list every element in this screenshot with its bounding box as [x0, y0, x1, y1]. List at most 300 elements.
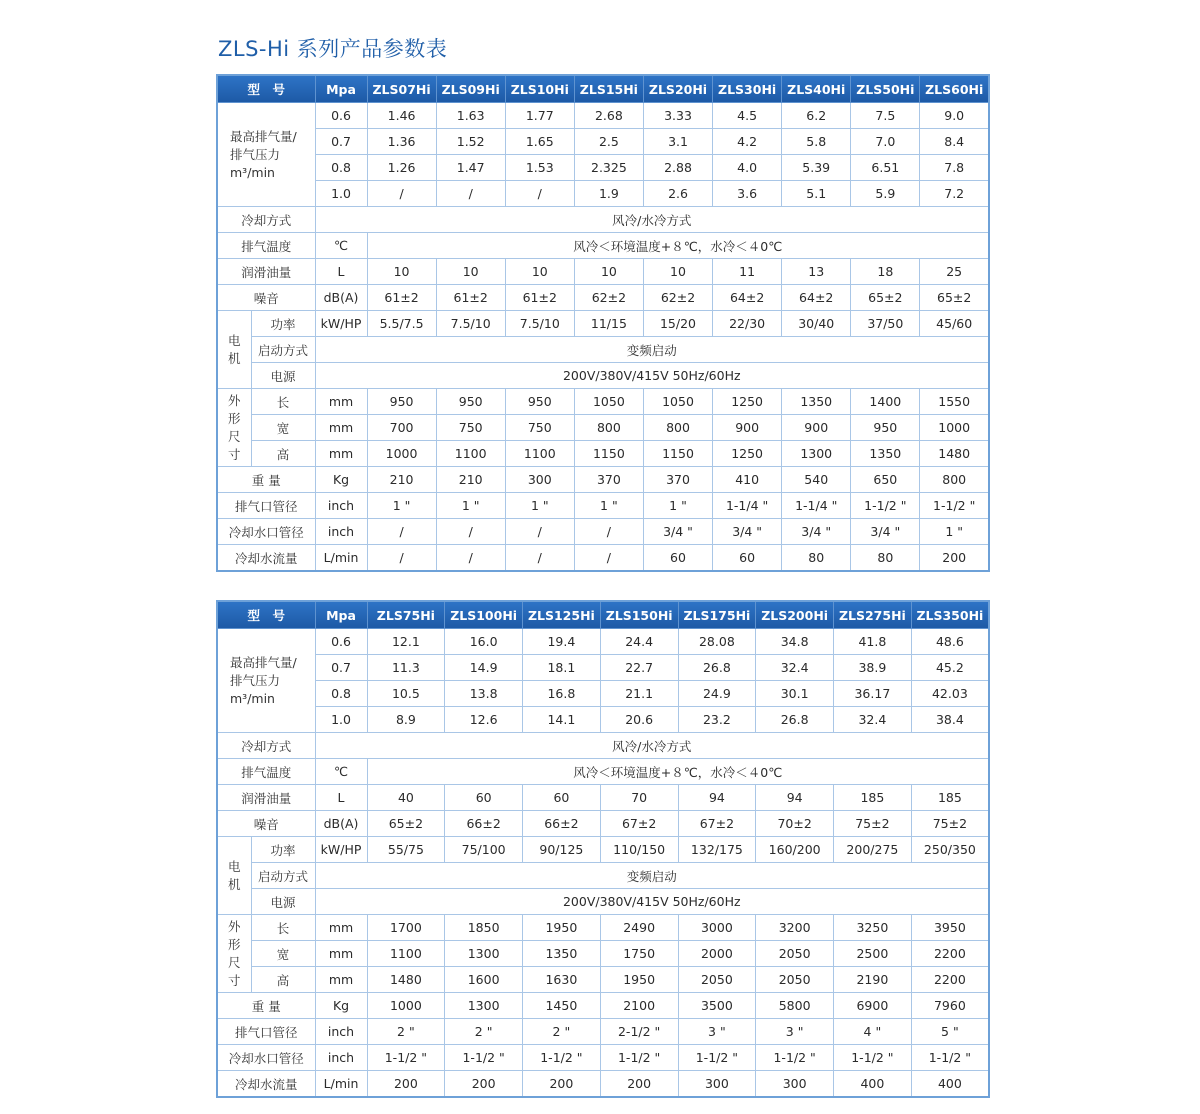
header-row	[217, 75, 989, 103]
water-pipe-unit: inch	[315, 519, 367, 545]
mpa-header: Mpa	[315, 75, 367, 103]
power-value: 15/20	[643, 311, 712, 337]
length-row	[217, 915, 989, 941]
flow-value: 14.9	[445, 655, 523, 681]
length-value: 1850	[445, 915, 523, 941]
noise-value: 61±2	[367, 285, 436, 311]
weight-label: 重 量	[217, 993, 315, 1019]
water-pipe-row	[217, 1045, 989, 1071]
flow-value: 5.39	[782, 155, 851, 181]
flow-value: 12.1	[367, 629, 445, 655]
outlet-value: 1-1/2 "	[920, 493, 989, 519]
flow-value: 1.47	[436, 155, 505, 181]
flow-row	[217, 707, 989, 733]
water-pipe-value: 1 "	[920, 519, 989, 545]
oil-label: 润滑油量	[217, 785, 315, 811]
flow-value: 2.6	[643, 181, 712, 207]
flow-value: 22.7	[600, 655, 678, 681]
motor-label: 电 机	[217, 311, 251, 389]
power-row	[217, 837, 989, 863]
model-name: ZLS07Hi	[367, 75, 436, 103]
power-value: 75/100	[445, 837, 523, 863]
flow-value: 34.8	[756, 629, 834, 655]
weight-value: 2100	[600, 993, 678, 1019]
temp-unit: ℃	[315, 233, 367, 259]
flow-value: 8.9	[367, 707, 445, 733]
water-flow-value: 80	[851, 545, 920, 572]
outlet-value: 2 "	[367, 1019, 445, 1045]
height-value: 1150	[643, 441, 712, 467]
oil-value: 70	[600, 785, 678, 811]
pressure-value: 0.8	[315, 681, 367, 707]
supply-label: 电源	[251, 363, 315, 389]
noise-value: 65±2	[367, 811, 445, 837]
flow-value: 16.0	[445, 629, 523, 655]
flow-value: 2.5	[574, 129, 643, 155]
weight-value: 5800	[756, 993, 834, 1019]
pressure-value: 1.0	[315, 707, 367, 733]
height-value: 1300	[782, 441, 851, 467]
width-row	[217, 941, 989, 967]
water-pipe-value: 1-1/2 "	[911, 1045, 989, 1071]
width-value: 750	[436, 415, 505, 441]
exhaust-temp-row	[217, 233, 989, 259]
water-pipe-value: 3/4 "	[713, 519, 782, 545]
model-header: 型 号	[217, 601, 315, 629]
height-value: 1150	[574, 441, 643, 467]
oil-value: 94	[756, 785, 834, 811]
length-value: 1350	[782, 389, 851, 415]
height-value: 1630	[523, 967, 601, 993]
noise-value: 65±2	[920, 285, 989, 311]
flow-value: 3.33	[643, 103, 712, 129]
flow-value: 1.65	[505, 129, 574, 155]
water-pipe-value: 3/4 "	[782, 519, 851, 545]
height-value: 1000	[367, 441, 436, 467]
pressure-value: 0.7	[315, 129, 367, 155]
width-unit: mm	[315, 415, 367, 441]
model-header: 型 号	[217, 75, 315, 103]
flow-value: 2.68	[574, 103, 643, 129]
weight-value: 6900	[834, 993, 912, 1019]
height-value: 2050	[678, 967, 756, 993]
flow-row	[217, 655, 989, 681]
model-name: ZLS350Hi	[911, 601, 989, 629]
noise-row	[217, 811, 989, 837]
outlet-value: 3 "	[678, 1019, 756, 1045]
width-value: 2050	[756, 941, 834, 967]
height-label: 高	[251, 967, 315, 993]
oil-unit: L	[315, 259, 367, 285]
power-value: 5.5/7.5	[367, 311, 436, 337]
model-name: ZLS200Hi	[756, 601, 834, 629]
flow-value: 45.2	[911, 655, 989, 681]
flow-label-line: 最高排气量/	[230, 654, 297, 670]
noise-value: 75±2	[911, 811, 989, 837]
outlet-label: 排气口管径	[217, 493, 315, 519]
water-flow-label: 冷却水流量	[217, 1071, 315, 1098]
outlet-value: 4 "	[834, 1019, 912, 1045]
outlet-value: 3 "	[756, 1019, 834, 1045]
oil-value: 25	[920, 259, 989, 285]
height-row	[217, 967, 989, 993]
flow-value: 4.5	[713, 103, 782, 129]
flow-value: 21.1	[600, 681, 678, 707]
weight-value: 1000	[367, 993, 445, 1019]
length-unit: mm	[315, 915, 367, 941]
oil-unit: L	[315, 785, 367, 811]
height-value: 1480	[367, 967, 445, 993]
length-value: 3200	[756, 915, 834, 941]
height-value: 1480	[920, 441, 989, 467]
water-pipe-row	[217, 519, 989, 545]
dims-label: 外 形 尺 寸	[217, 389, 251, 467]
width-label: 宽	[251, 941, 315, 967]
water-pipe-value: 1-1/2 "	[445, 1045, 523, 1071]
water-pipe-value: /	[367, 519, 436, 545]
flow-value: 32.4	[834, 707, 912, 733]
water-flow-value: /	[505, 545, 574, 572]
outlet-value: 1-1/4 "	[782, 493, 851, 519]
noise-value: 65±2	[851, 285, 920, 311]
water-pipe-value: 1-1/2 "	[523, 1045, 601, 1071]
oil-value: 185	[911, 785, 989, 811]
water-pipe-value: /	[574, 519, 643, 545]
flow-value: 1.77	[505, 103, 574, 129]
power-value: 160/200	[756, 837, 834, 863]
exhaust-temp-label: 排气温度	[217, 233, 315, 259]
water-pipe-value: 3/4 "	[643, 519, 712, 545]
oil-value: 40	[367, 785, 445, 811]
noise-unit: dB(A)	[315, 285, 367, 311]
header-row	[217, 601, 989, 629]
supply-row	[217, 363, 989, 389]
width-row	[217, 415, 989, 441]
weight-value: 370	[643, 467, 712, 493]
weight-value: 210	[436, 467, 505, 493]
supply-row	[217, 889, 989, 915]
water-flow-value: /	[436, 545, 505, 572]
flow-value: /	[367, 181, 436, 207]
width-value: 800	[643, 415, 712, 441]
width-value: 750	[505, 415, 574, 441]
width-value: 1300	[445, 941, 523, 967]
height-unit: mm	[315, 441, 367, 467]
flow-value: 7.8	[920, 155, 989, 181]
flow-value: 9.0	[920, 103, 989, 129]
water-pipe-value: /	[505, 519, 574, 545]
flow-row	[217, 629, 989, 655]
flow-value: 8.4	[920, 129, 989, 155]
supply-label: 电源	[251, 889, 315, 915]
start-label: 启动方式	[251, 337, 315, 363]
flow-value: 2.325	[574, 155, 643, 181]
model-name: ZLS75Hi	[367, 601, 445, 629]
oil-value: 10	[643, 259, 712, 285]
supply-value: 200V/380V/415V 50Hz/60Hz	[315, 889, 989, 915]
page-title: ZLS-Hi 系列产品参数表	[218, 37, 448, 61]
oil-value: 94	[678, 785, 756, 811]
flow-value: 5.8	[782, 129, 851, 155]
power-value: 90/125	[523, 837, 601, 863]
flow-label	[217, 629, 315, 733]
water-flow-value: /	[574, 545, 643, 572]
flow-value: 4.2	[713, 129, 782, 155]
start-label: 启动方式	[251, 863, 315, 889]
mpa-header: Mpa	[315, 601, 367, 629]
water-flow-value: 300	[678, 1071, 756, 1098]
outlet-unit: inch	[315, 493, 367, 519]
power-label: 功率	[251, 311, 315, 337]
flow-label-line: m³/min	[230, 690, 275, 706]
outlet-row	[217, 493, 989, 519]
length-value: 1700	[367, 915, 445, 941]
flow-row	[217, 103, 989, 129]
weight-value: 410	[713, 467, 782, 493]
power-value: 55/75	[367, 837, 445, 863]
pressure-value: 0.7	[315, 655, 367, 681]
outlet-value: 1 "	[367, 493, 436, 519]
flow-value: 26.8	[678, 655, 756, 681]
model-name: ZLS60Hi	[920, 75, 989, 103]
weight-unit: Kg	[315, 993, 367, 1019]
power-value: 7.5/10	[436, 311, 505, 337]
outlet-value: 1-1/2 "	[851, 493, 920, 519]
height-row	[217, 441, 989, 467]
flow-label	[217, 103, 315, 207]
start-row	[217, 337, 989, 363]
oil-value: 10	[574, 259, 643, 285]
flow-value: 7.2	[920, 181, 989, 207]
height-value: 2050	[756, 967, 834, 993]
weight-value: 1450	[523, 993, 601, 1019]
noise-label: 噪音	[217, 811, 315, 837]
width-value: 2200	[911, 941, 989, 967]
power-value: 11/15	[574, 311, 643, 337]
start-value: 变频启动	[315, 863, 989, 889]
oil-value: 10	[505, 259, 574, 285]
flow-value: 48.6	[911, 629, 989, 655]
outlet-value: 5 "	[911, 1019, 989, 1045]
flow-label-line: 排气压力	[230, 146, 281, 162]
width-value: 1100	[367, 941, 445, 967]
noise-value: 62±2	[574, 285, 643, 311]
oil-value: 11	[713, 259, 782, 285]
height-label: 高	[251, 441, 315, 467]
flow-value: 4.0	[713, 155, 782, 181]
water-pipe-value: 3/4 "	[851, 519, 920, 545]
cooling-value: 风冷/水冷方式	[315, 733, 989, 759]
length-value: 1550	[920, 389, 989, 415]
water-flow-value: 200	[600, 1071, 678, 1098]
oil-row	[217, 259, 989, 285]
model-name: ZLS275Hi	[834, 601, 912, 629]
noise-value: 75±2	[834, 811, 912, 837]
flow-value: 1.53	[505, 155, 574, 181]
model-name: ZLS50Hi	[851, 75, 920, 103]
width-value: 900	[782, 415, 851, 441]
outlet-value: 2 "	[445, 1019, 523, 1045]
dims-label: 外 形 尺 寸	[217, 915, 251, 993]
length-value: 950	[367, 389, 436, 415]
outlet-value: 1 "	[436, 493, 505, 519]
flow-label-line: m³/min	[230, 164, 275, 180]
flow-value: 19.4	[523, 629, 601, 655]
spec-table-1	[216, 74, 988, 572]
length-unit: mm	[315, 389, 367, 415]
pressure-value: 1.0	[315, 181, 367, 207]
cooling-row	[217, 207, 989, 233]
height-value: 1600	[445, 967, 523, 993]
flow-value: 3.6	[713, 181, 782, 207]
spec-table	[216, 74, 990, 572]
water-pipe-value: 1-1/2 "	[678, 1045, 756, 1071]
flow-value: 5.9	[851, 181, 920, 207]
width-value: 700	[367, 415, 436, 441]
power-value: 45/60	[920, 311, 989, 337]
water-flow-value: 60	[643, 545, 712, 572]
water-pipe-unit: inch	[315, 1045, 367, 1071]
flow-value: 24.4	[600, 629, 678, 655]
oil-value: 18	[851, 259, 920, 285]
water-pipe-label: 冷却水口管径	[217, 519, 315, 545]
flow-row	[217, 681, 989, 707]
length-value: 3000	[678, 915, 756, 941]
power-value: 37/50	[851, 311, 920, 337]
exhaust-temp-row	[217, 759, 989, 785]
power-row	[217, 311, 989, 337]
exhaust-temp-value: 风冷＜环境温度+８℃，水冷＜４0℃	[367, 233, 989, 259]
outlet-label: 排气口管径	[217, 1019, 315, 1045]
water-pipe-value: 1-1/2 "	[756, 1045, 834, 1071]
weight-value: 300	[505, 467, 574, 493]
flow-value: 18.1	[523, 655, 601, 681]
noise-value: 64±2	[713, 285, 782, 311]
flow-value: 38.9	[834, 655, 912, 681]
power-value: 132/175	[678, 837, 756, 863]
noise-value: 70±2	[756, 811, 834, 837]
water-pipe-value: 1-1/2 "	[367, 1045, 445, 1071]
power-value: 22/30	[713, 311, 782, 337]
motor-label: 电 机	[217, 837, 251, 915]
water-flow-unit: L/min	[315, 1071, 367, 1098]
weight-row	[217, 467, 989, 493]
water-flow-value: 200	[445, 1071, 523, 1098]
start-value: 变频启动	[315, 337, 989, 363]
width-value: 950	[851, 415, 920, 441]
length-value: 1950	[523, 915, 601, 941]
oil-value: 185	[834, 785, 912, 811]
noise-value: 67±2	[678, 811, 756, 837]
weight-row	[217, 993, 989, 1019]
width-unit: mm	[315, 941, 367, 967]
flow-row	[217, 155, 989, 181]
model-name: ZLS100Hi	[445, 601, 523, 629]
flow-value: 10.5	[367, 681, 445, 707]
water-pipe-label: 冷却水口管径	[217, 1045, 315, 1071]
flow-value: 2.88	[643, 155, 712, 181]
flow-value: 1.9	[574, 181, 643, 207]
height-value: 1100	[436, 441, 505, 467]
flow-value: /	[436, 181, 505, 207]
length-row	[217, 389, 989, 415]
flow-value: 7.0	[851, 129, 920, 155]
water-flow-value: 200	[920, 545, 989, 572]
spec-table	[216, 600, 990, 1098]
model-name: ZLS20Hi	[643, 75, 712, 103]
width-value: 2000	[678, 941, 756, 967]
model-name: ZLS30Hi	[713, 75, 782, 103]
power-unit: kW/HP	[315, 311, 367, 337]
pressure-value: 0.6	[315, 103, 367, 129]
width-value: 1000	[920, 415, 989, 441]
flow-value: 3.1	[643, 129, 712, 155]
width-value: 2500	[834, 941, 912, 967]
flow-value: 20.6	[600, 707, 678, 733]
flow-value: 32.4	[756, 655, 834, 681]
water-flow-row	[217, 1071, 989, 1098]
water-flow-unit: L/min	[315, 545, 367, 572]
flow-value: 11.3	[367, 655, 445, 681]
weight-value: 210	[367, 467, 436, 493]
noise-value: 66±2	[445, 811, 523, 837]
flow-value: 6.2	[782, 103, 851, 129]
water-flow-value: /	[367, 545, 436, 572]
outlet-unit: inch	[315, 1019, 367, 1045]
length-value: 3250	[834, 915, 912, 941]
model-name: ZLS40Hi	[782, 75, 851, 103]
length-value: 950	[436, 389, 505, 415]
model-name: ZLS150Hi	[600, 601, 678, 629]
flow-value: 30.1	[756, 681, 834, 707]
flow-value: 1.63	[436, 103, 505, 129]
water-flow-value: 80	[782, 545, 851, 572]
length-value: 1400	[851, 389, 920, 415]
flow-value: 24.9	[678, 681, 756, 707]
power-value: 7.5/10	[505, 311, 574, 337]
water-flow-value: 300	[756, 1071, 834, 1098]
outlet-value: 1 "	[505, 493, 574, 519]
length-value: 1050	[574, 389, 643, 415]
outlet-value: 2-1/2 "	[600, 1019, 678, 1045]
flow-value: 28.08	[678, 629, 756, 655]
oil-value: 60	[523, 785, 601, 811]
power-value: 110/150	[600, 837, 678, 863]
noise-value: 67±2	[600, 811, 678, 837]
height-value: 2200	[911, 967, 989, 993]
flow-value: 7.5	[851, 103, 920, 129]
weight-value: 650	[851, 467, 920, 493]
length-value: 3950	[911, 915, 989, 941]
height-value: 1350	[851, 441, 920, 467]
model-name: ZLS15Hi	[574, 75, 643, 103]
cooling-label: 冷却方式	[217, 207, 315, 233]
height-value: 2190	[834, 967, 912, 993]
water-flow-value: 200	[523, 1071, 601, 1098]
weight-value: 800	[920, 467, 989, 493]
flow-value: 1.26	[367, 155, 436, 181]
outlet-value: 1 "	[643, 493, 712, 519]
flow-label-line: 排气压力	[230, 672, 281, 688]
width-value: 1350	[523, 941, 601, 967]
water-flow-value: 400	[834, 1071, 912, 1098]
flow-value: 12.6	[445, 707, 523, 733]
weight-value: 7960	[911, 993, 989, 1019]
flow-label-line: 最高排气量/	[230, 128, 297, 144]
oil-value: 13	[782, 259, 851, 285]
flow-value: 1.46	[367, 103, 436, 129]
noise-value: 62±2	[643, 285, 712, 311]
